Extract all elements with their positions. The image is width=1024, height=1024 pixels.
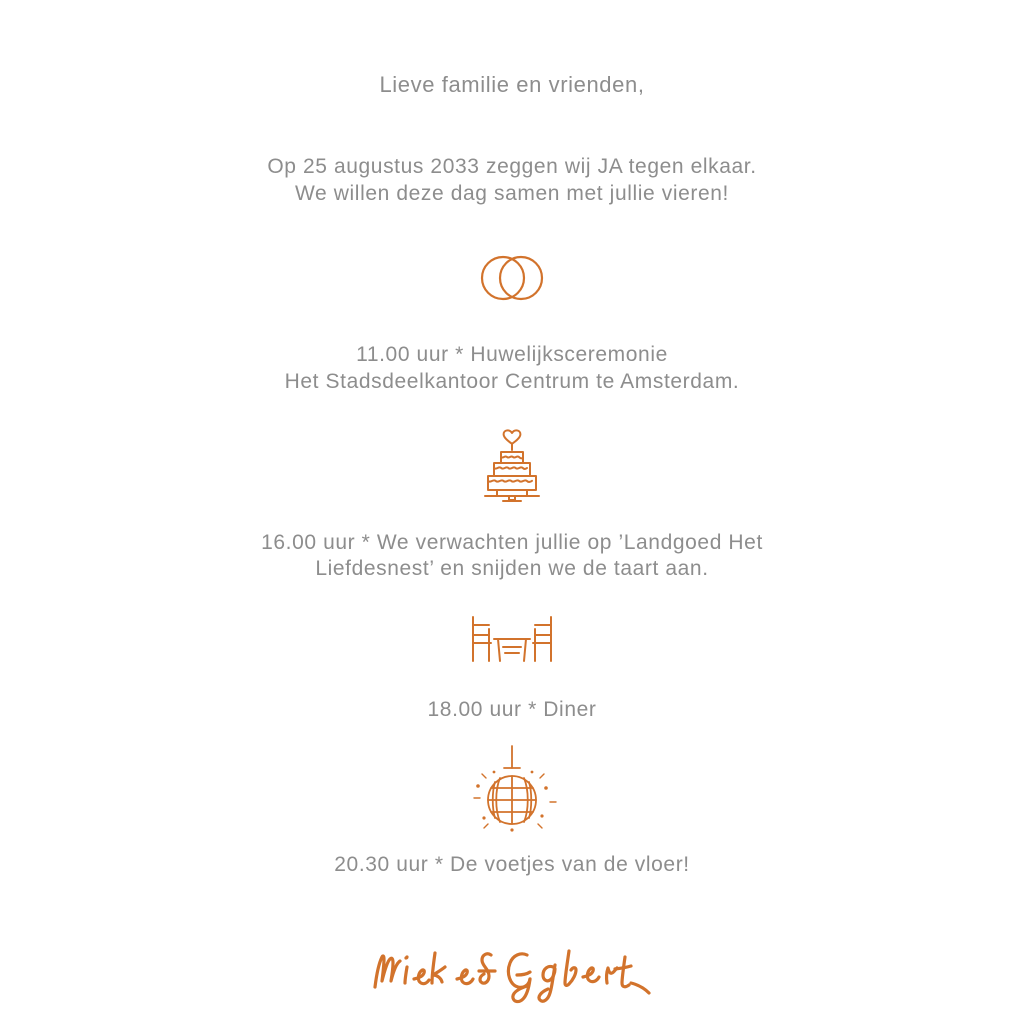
event-4-line-1: 20.30 uur * De voetjes van de vloer! [334,853,690,877]
event-2-line-1: 16.00 uur * We verwachten jullie op ’Landgoed Het [261,530,763,554]
event-2-line-2: Liefdesnest’ en snijden we de taart aan. [315,557,709,581]
disco-ball-icon [462,744,562,834]
event-1-line-2: Het Stadsdeelkantoor Centrum te Amsterdam. [284,369,740,393]
event-4-text [334,852,689,879]
dinner-table-icon [465,611,559,669]
wedding-cake-icon [473,418,551,504]
wedding-rings-icon [472,250,552,306]
event-3-line-1: 18.00 uur * Diner [427,698,597,722]
event-1-text [285,342,740,396]
event-2-text [261,530,763,584]
intro-block [267,154,756,208]
signature [367,931,657,1011]
intro-line-2: We willen deze dag samen met jullie vieren! [295,181,729,205]
greeting-text: Lieve familie en vrienden, [379,72,645,97]
event-3-text [428,697,597,724]
intro-line-1: Op 25 augustus 2033 zeggen wij JA tegen elkaar. [267,155,757,178]
event-1-line-1: 11.00 uur * Huwelijksceremonie [356,342,668,366]
